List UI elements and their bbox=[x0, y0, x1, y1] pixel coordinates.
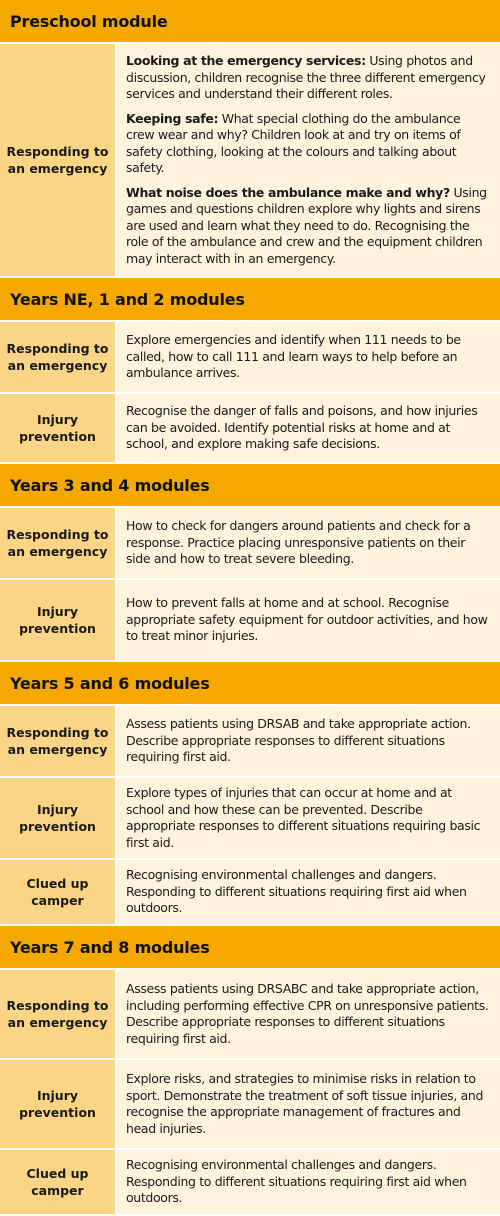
paragraph-text: Assess patients using DRSAB and take appropriate action. Describe appropriate responses to different situations requiring first aid. bbox=[126, 716, 471, 765]
description-paragraph bbox=[126, 1157, 492, 1207]
row-label: Injury prevention bbox=[0, 778, 117, 858]
paragraph-text: Explore types of injuries that can occur at home and at school and how these can be prevented. Describe appropriate responses to different situations requiring basic first aid. bbox=[126, 785, 481, 850]
row-description bbox=[117, 1150, 500, 1214]
paragraph-text: What special clothing do the ambulance crew wear and why? Children look at and try on items of safety clothing, looking at the colours and talking about safety. bbox=[126, 110, 461, 175]
paragraph-text: How to check for dangers around patients and check for a response. Practice placing unresponsive patients on their side and how to treat severe bleeding. bbox=[126, 518, 471, 567]
row-label: Responding to an emergency bbox=[0, 508, 117, 578]
paragraph-text: Explore emergencies and identify when 111 needs to be called, how to call 111 and learn ways to help before an ambulance arrives. bbox=[126, 332, 461, 381]
paragraph-text: Using games and questions children explore why lights and sirens are used and learn what they need to do. Recognising the role of the ambulance and crew and the equipment children may interact with in an emergency. bbox=[126, 184, 487, 266]
paragraph-text: How to prevent falls at home and at school. Recognise appropriate safety equipment for outdoor activities, and how to treat minor injuries. bbox=[126, 595, 488, 644]
row-label: Clued up camper bbox=[0, 860, 117, 924]
row-description bbox=[117, 508, 500, 578]
row-label: Responding to an emergency bbox=[0, 322, 117, 392]
section-title: Years 7 and 8 modules bbox=[0, 926, 500, 970]
description-paragraph bbox=[126, 403, 492, 453]
row-description bbox=[117, 778, 500, 858]
description-paragraph bbox=[126, 867, 492, 917]
row-description bbox=[117, 1060, 500, 1148]
paragraph-text: Recognising environmental challenges and dangers. Responding to different situations requiring first aid when outdoors. bbox=[126, 867, 467, 916]
row-label: Responding to an emergency bbox=[0, 706, 117, 776]
table-row bbox=[0, 394, 500, 464]
description-paragraph bbox=[126, 111, 492, 177]
row-label: Responding to an emergency bbox=[0, 970, 117, 1058]
row-description bbox=[117, 860, 500, 924]
description-paragraph bbox=[126, 53, 492, 103]
row-description bbox=[117, 706, 500, 776]
description-paragraph bbox=[126, 518, 492, 568]
paragraph-text: Using photos and discussion, children recognise the three different emergency services and understand their different roles. bbox=[126, 53, 486, 101]
description-paragraph bbox=[126, 1071, 492, 1137]
table-row bbox=[0, 1150, 500, 1216]
row-label: Clued up camper bbox=[0, 1150, 117, 1214]
table-row bbox=[0, 970, 500, 1060]
section-title: Years 3 and 4 modules bbox=[0, 464, 500, 508]
paragraph-heading: What noise does the ambulance make and why? bbox=[126, 184, 450, 200]
paragraph-text: Recognising environmental challenges and dangers. Responding to different situations requiring first aid when outdoors. bbox=[126, 1157, 467, 1206]
section-title: Years NE, 1 and 2 modules bbox=[0, 278, 500, 322]
section-title: Years 5 and 6 modules bbox=[0, 662, 500, 706]
table-row bbox=[0, 778, 500, 860]
row-label: Injury prevention bbox=[0, 394, 117, 462]
description-paragraph bbox=[126, 981, 492, 1047]
section-title: Preschool module bbox=[0, 0, 500, 44]
paragraph-text: Explore risks, and strategies to minimise risks in relation to sport. Demonstrate the treatment of soft tissue injuries, and recognise the appropriate management of fractures and head injuries. bbox=[126, 1071, 484, 1136]
paragraph-heading: Looking at the emergency services: bbox=[126, 53, 366, 68]
table-row bbox=[0, 1060, 500, 1150]
row-description bbox=[117, 394, 500, 462]
section-years-3-and-4-modules bbox=[0, 464, 500, 662]
description-paragraph bbox=[126, 785, 492, 851]
table-row bbox=[0, 580, 500, 662]
description-paragraph bbox=[126, 185, 492, 268]
table-row bbox=[0, 508, 500, 580]
description-paragraph bbox=[126, 716, 492, 766]
row-description bbox=[117, 970, 500, 1058]
paragraph-text: Recognise the danger of falls and poisons, and how injuries can be avoided. Identify potential risks at home and at school, and explore making safe decisions. bbox=[126, 403, 478, 452]
description-paragraph bbox=[126, 332, 492, 382]
section-years-5-and-6-modules bbox=[0, 662, 500, 926]
row-label: Responding to an emergency bbox=[0, 44, 117, 276]
description-paragraph bbox=[126, 595, 492, 645]
section-years-7-and-8-modules bbox=[0, 926, 500, 1216]
row-description bbox=[117, 580, 500, 660]
table-row bbox=[0, 860, 500, 926]
paragraph-text: Assess patients using DRSABC and take appropriate action, including performing effective CPR on unresponsive patients. Describe appropriate responses to different situations requiring first aid. bbox=[126, 981, 489, 1046]
table-row bbox=[0, 44, 500, 278]
table-row bbox=[0, 322, 500, 394]
row-description bbox=[117, 44, 500, 276]
table-row bbox=[0, 706, 500, 778]
paragraph-heading: Keeping safe: bbox=[126, 110, 219, 126]
row-label: Injury prevention bbox=[0, 580, 117, 660]
section-years-ne-1-and-2-modules bbox=[0, 278, 500, 464]
section-preschool-module bbox=[0, 0, 500, 278]
row-description bbox=[117, 322, 500, 392]
row-label: Injury prevention bbox=[0, 1060, 117, 1148]
